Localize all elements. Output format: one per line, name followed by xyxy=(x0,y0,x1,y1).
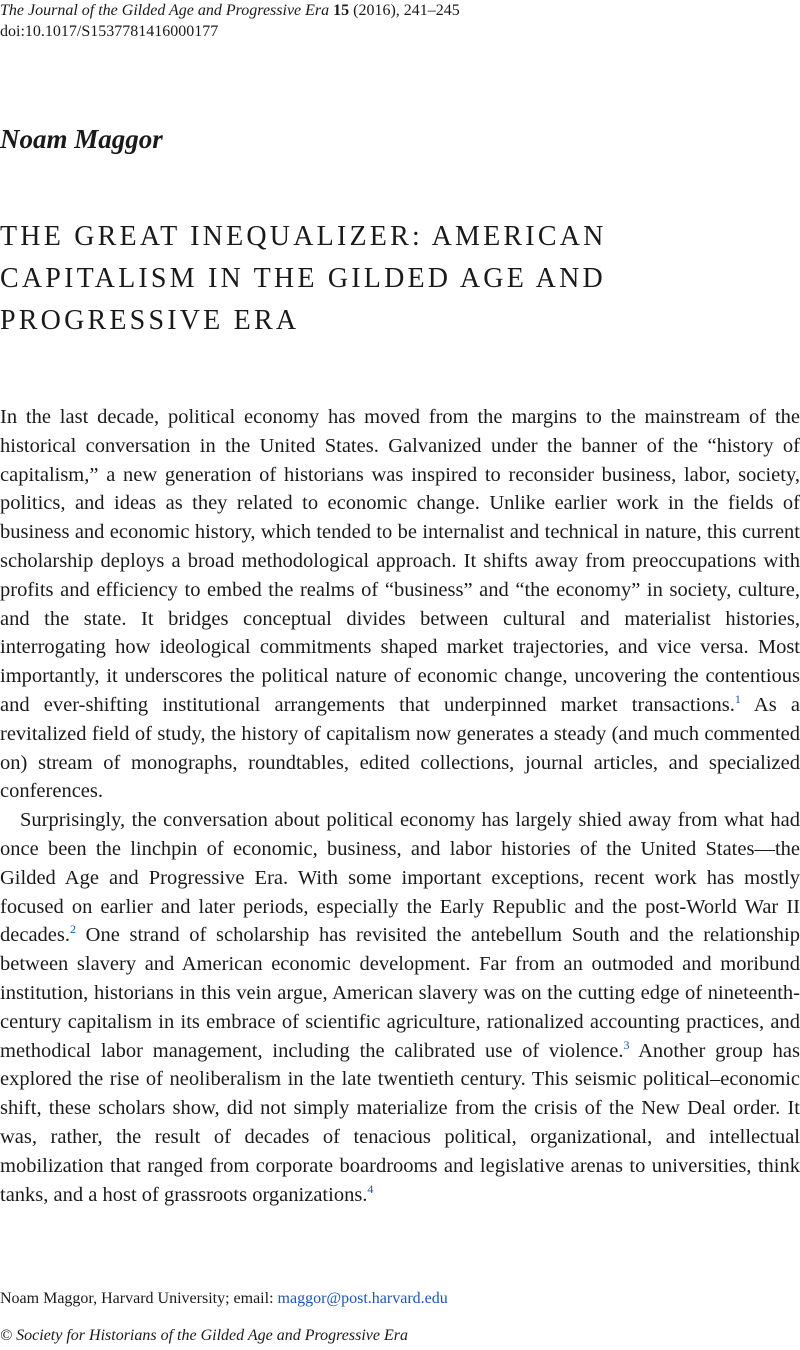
footnote-ref-1[interactable]: 1 xyxy=(734,692,741,707)
paragraph-1 xyxy=(0,403,800,806)
paragraph-text: Surprisingly, the conversation about political economy has largely shied away from what had once been the linchpin of economic, business, and labor histories of the United States—the Gilded Age and Progressive Era. With some important exceptions, recent work has mostly focused on earlier and later periods, especially the Early Republic and the post-World War II decades. xyxy=(0,809,800,947)
affiliation-text: Noam Maggor, Harvard University; email: xyxy=(0,1290,278,1307)
paragraph-text: Another group has explored the rise of neoliberalism in the late twentieth century. This seismic political–economic shift, these scholars show, did not simply materialize from the crisis of the New Deal order. It was, rather, the result of decades of tenacious political, organizational, and intellectual mobilization that ranged from corporate boardrooms and legislative arenas to universities, think tanks, and a host of grassroots organizations. xyxy=(0,1039,800,1206)
year-pages: (2016), 241–245 xyxy=(353,2,460,19)
copyright-notice: © Society for Historians of the Gilded Age and Progressive Era xyxy=(0,1327,408,1344)
paragraph-text: One strand of scholarship has revisited the antebellum South and the relationship between slavery and American economic development. Far from an outmoded and moribund institution, historians in this vein argue, American slavery was on the cutting edge of nineteenth-century capitalism in its embrace of scientific agriculture, rationalized accounting practices, and methodical labor management, including the calibrated use of violence. xyxy=(0,924,800,1062)
footnote-ref-3[interactable]: 3 xyxy=(623,1037,630,1052)
volume-number: 15 xyxy=(333,2,350,19)
paragraph-text: As a revitalized field of study, the history of capitalism now generates a steady (and much commented on) stream of monographs, roundtables, edited collections, journal articles, and specialized conferences. xyxy=(0,693,800,803)
footnote-ref-4[interactable]: 4 xyxy=(367,1181,374,1196)
email-link[interactable]: maggor@post.harvard.edu xyxy=(277,1290,448,1307)
citation-line xyxy=(0,0,800,21)
author-affiliation xyxy=(0,1290,448,1308)
paragraph-2 xyxy=(0,806,800,1209)
journal-header xyxy=(0,0,800,42)
paragraph-text: In the last decade, political economy has moved from the margins to the mainstream of the historical conversation in the United States. Galvanized under the banner of the “history of capitalism,” a new generation of historians was inspired to reconsider business, labor, society, politics, and ideas as they related to economic change. Unlike earlier work in the fields of business and economic history, which tended to be internalist and technical in nature, this current scholarship deploys a broad methodological approach. It shifts away from preoccupations with profits and efficiency to embed the realms of “business” and “the economy” in society, culture, and the state. It bridges conceptual divides between cultural and materialist histories, interrogating how ideological commitments shaped market trajectories, and vice versa. Most importantly, it underscores the political nature of economic change, uncovering the contentious and ever-shifting institutional arrangements that underpinned market transactions. xyxy=(0,406,800,716)
title-line-1: THE GREAT INEQUALIZER: AMERICAN xyxy=(0,221,607,252)
doi: doi:10.1017/S1537781416000177 xyxy=(0,23,219,40)
article-body xyxy=(0,403,800,1209)
article-title xyxy=(0,216,800,342)
author-name: Noam Maggor xyxy=(0,124,163,154)
title-line-3: PROGRESSIVE ERA xyxy=(0,305,300,336)
journal-name: The Journal of the Gilded Age and Progressive Era xyxy=(0,2,330,19)
footnote-ref-2[interactable]: 2 xyxy=(70,922,76,937)
title-line-2: CAPITALISM IN THE GILDED AGE AND xyxy=(0,263,606,294)
